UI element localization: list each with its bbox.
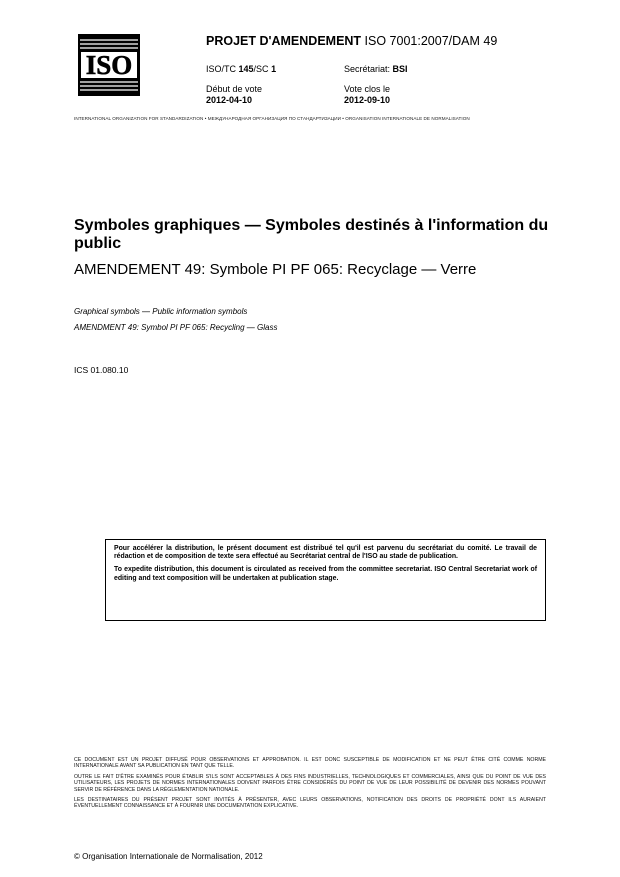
iso-logo: [78, 34, 140, 96]
title-english-main: Graphical symbols — Public information symbols: [74, 307, 248, 316]
copyright: © Organisation Internationale de Normalisation, 2012: [74, 852, 263, 861]
title-amendment: AMENDEMENT 49: Symbole PI PF 065: Recyclage — Verre: [74, 261, 477, 278]
title-main: Symboles graphiques — Symboles destinés à l'information du public: [74, 217, 549, 252]
vote-start-date: 2012-04-10: [206, 95, 253, 105]
ics-code: ICS 01.080.10: [74, 365, 129, 375]
footer-paragraph-2: OUTRE LE FAIT D'ÊTRE EXAMINÉS POUR ÉTABLIR S'ILS SONT ACCEPTABLES À DES FINS INDUSTRIELLES, TECHNOLOGIQUES ET COMMERCIALES, AINSI QUE DU POINT DE VUE DES UTILISATEURS, LES PROJETS DE NORMES INTERNATIONALES DOIVENT PARFOIS ÊTRE CONSIDÉRÉS DU POINT DE VUE DE LEUR POSSIBILITÉ DE DEVENIR DES NORMES POUVANT SERVIR DE RÉFÉRENCE DANS LA RÉGLEMENTATION NATIONALE.: [74, 773, 546, 793]
footer-paragraph-1: CE DOCUMENT EST UN PROJET DIFFUSÉ POUR OBSERVATIONS ET APPROBATION. IL EST DONC SUSCEPTIBLE DE MODIFICATION ET NE PEUT ÊTRE CITÉ COMME NORME INTERNATIONALE AVANT SA PUBLICATION EN TANT QUE TELLE.: [74, 757, 546, 770]
document-reference: ISO 7001:2007/DAM 49: [361, 34, 498, 48]
vote-end-label: Vote clos le: [344, 84, 391, 94]
notice-english: To expedite distribution, this document is circulated as received from the committee secretariat. ISO Central Secretariat work of editing and text composition will be undertaken at publication stage.: [114, 566, 537, 582]
iso-logo-text: ISO: [85, 50, 133, 80]
document-designation: [206, 34, 497, 48]
committee: ISO/TC 145/SC 1: [206, 64, 277, 74]
vote-end-date: 2012-09-10: [344, 95, 391, 105]
organization-line: INTERNATIONAL ORGANIZATION FOR STANDARDIZATION • МЕЖДУНАРОДНАЯ ОРГАНИЗАЦИЯ ПО СТАНДАРТИЗАЦИИ • ORGANISATION INTERNATIONALE DE NORMALISATION: [74, 116, 470, 121]
document-type: PROJET D'AMENDEMENT: [206, 34, 362, 48]
vote-start-label: Début de vote: [206, 84, 263, 94]
distribution-notice-box: [105, 539, 546, 621]
footer-disclaimer: [74, 757, 546, 814]
footer-paragraph-3: LES DESTINATAIRES DU PRÉSENT PROJET SONT INVITÉS À PRÉSENTER, AVEC LEURS OBSERVATIONS, NOTIFICATION DES DROITS DE PROPRIÉTÉ DONT ILS AURAIENT ÉVENTUELLEMENT CONNAISSANCE ET À FOURNIR UNE DOCUMENTATION EXPLICATIVE.: [74, 797, 546, 810]
notice-french: Pour accélérer la distribution, le présent document est distribué tel qu'il est parvenu du secrétariat du comité. Le travail de rédaction et de composition de texte sera effectué au Secrétariat central de l'ISO au stade de publication.: [114, 545, 537, 561]
title-english-amendment: AMENDMENT 49: Symbol PI PF 065: Recycling — Glass: [74, 323, 278, 332]
secretariat: Secrétariat: BSI: [344, 64, 408, 74]
